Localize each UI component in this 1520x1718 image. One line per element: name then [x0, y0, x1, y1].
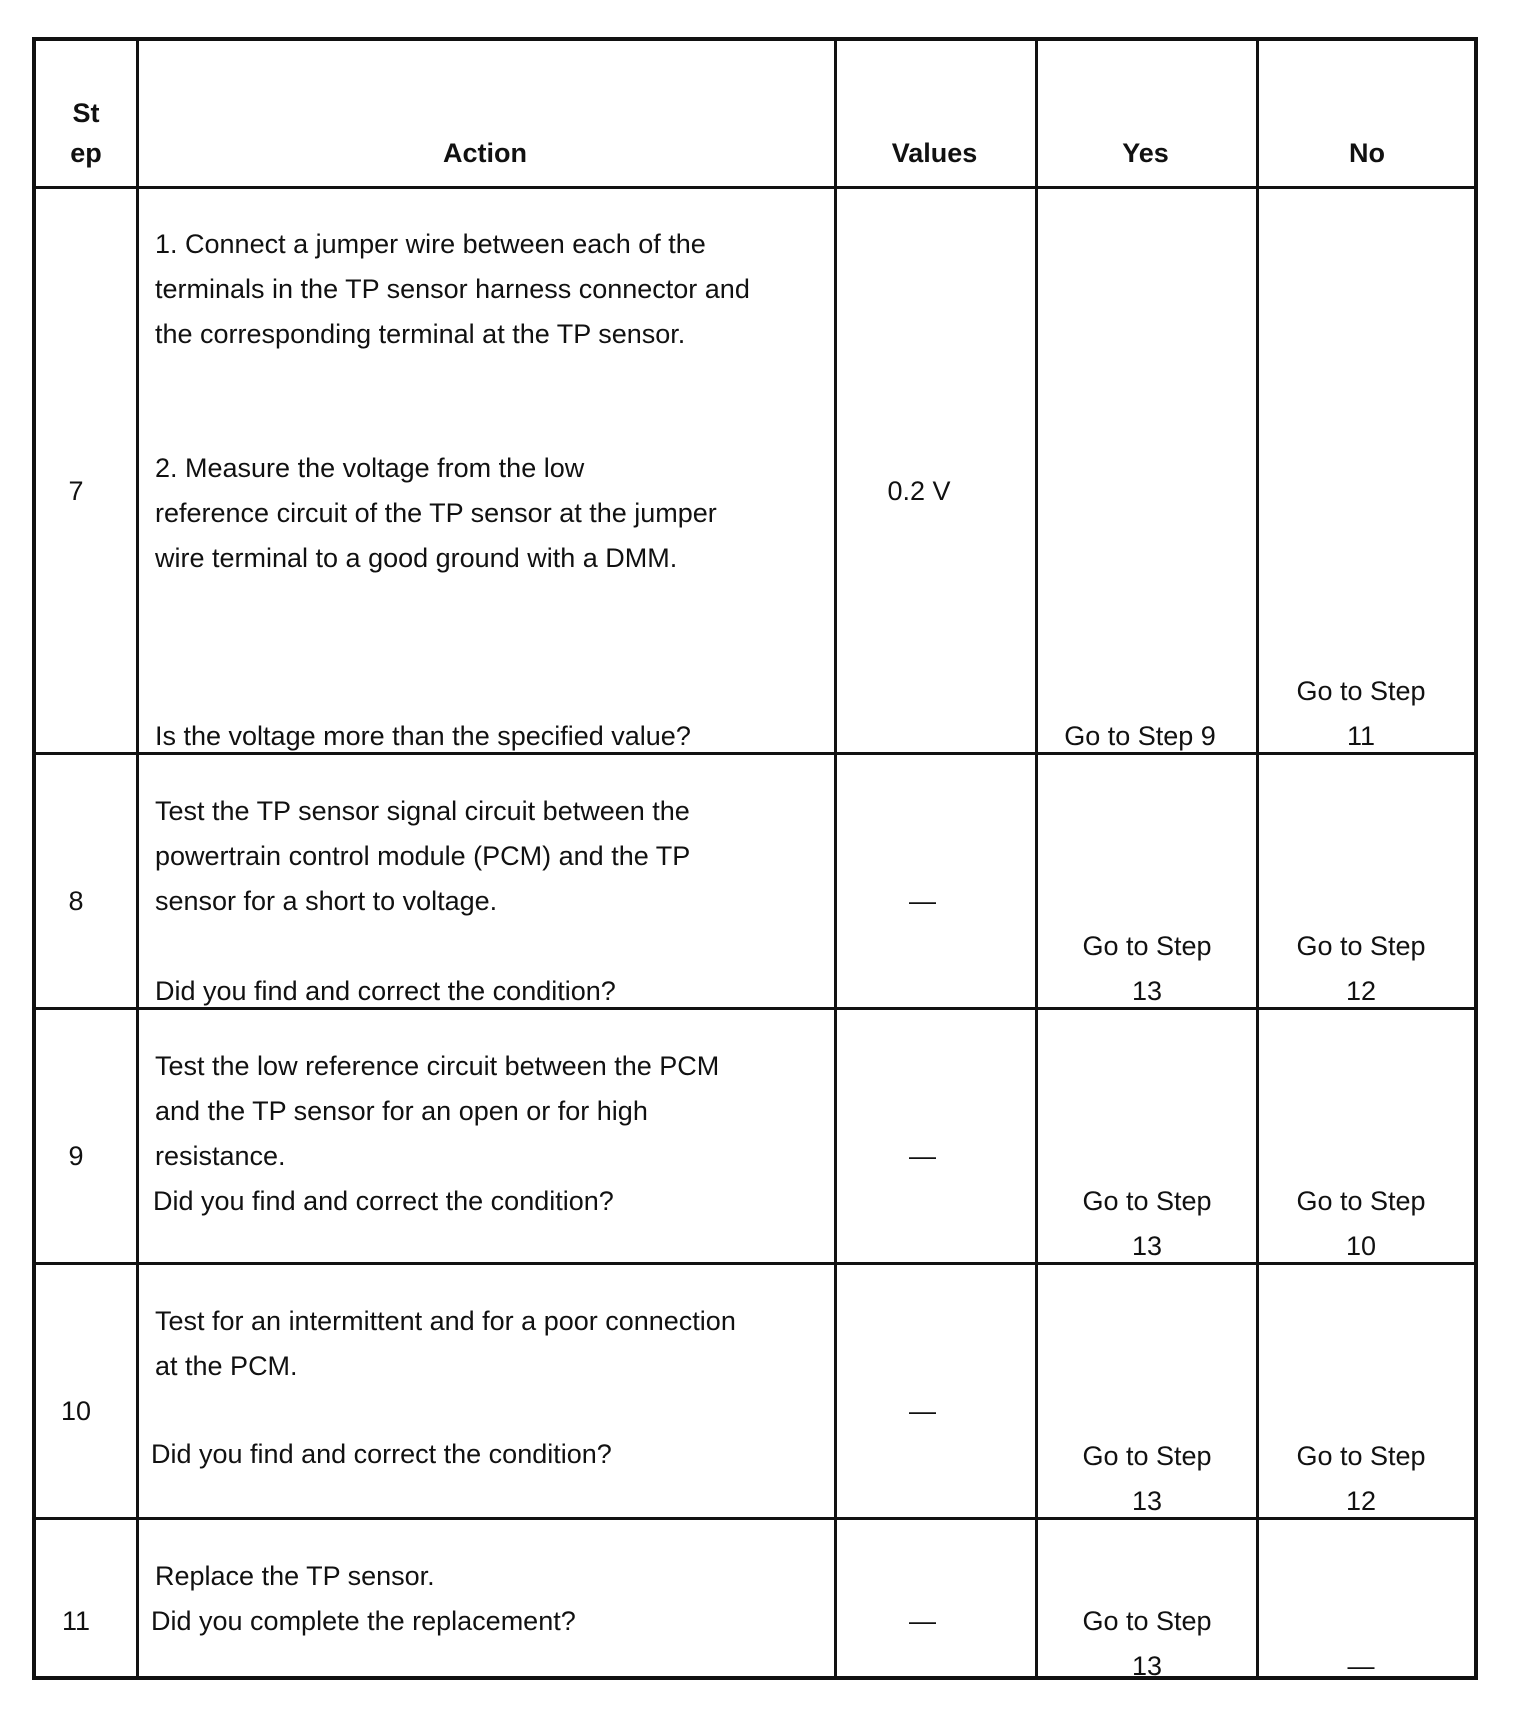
yes-link: Go to Step 9 — [1064, 721, 1216, 751]
no-link-line2: 11 — [1346, 721, 1376, 751]
value-text: 0.2 V — [887, 476, 951, 506]
action-line: Replace the TP sensor. — [155, 1561, 435, 1591]
no-link — [1256, 669, 1466, 759]
value-dash: — — [909, 886, 936, 916]
action-line: 1. Connect a jumper wire between each of the — [155, 229, 706, 259]
action-line: resistance. — [155, 1141, 286, 1171]
yes-link — [1035, 924, 1259, 1014]
step-number: 7 — [68, 476, 84, 506]
step-number: 9 — [68, 1141, 84, 1171]
action-line: sensor for a short to voltage. — [155, 886, 498, 916]
action-line: terminals in the TP sensor harness connector and — [155, 274, 750, 304]
yes-link-line2: 13 — [1131, 1486, 1163, 1516]
no-link-line1: Go to Step — [1296, 676, 1426, 706]
yes-link-line2: 13 — [1131, 976, 1163, 1006]
action-line: Test for an intermittent and for a poor connection — [155, 1306, 736, 1336]
yes-link — [1035, 1434, 1259, 1524]
header-values: Values — [891, 138, 978, 168]
yes-link-line2: 13 — [1131, 1651, 1163, 1681]
step-number: 11 — [61, 1606, 91, 1636]
header-yes: Yes — [1122, 138, 1169, 168]
column-divider — [1035, 41, 1038, 1676]
action-line: and the TP sensor for an open or for high — [155, 1096, 648, 1126]
action-line: Did you complete the replacement? — [151, 1606, 576, 1636]
header-action: Action — [443, 138, 527, 168]
step-number: 10 — [60, 1396, 92, 1426]
yes-link-line1: Go to Step — [1082, 931, 1212, 961]
yes-link-line1: Go to Step — [1082, 1606, 1212, 1636]
no-link-line1: Go to Step — [1296, 931, 1426, 961]
header-step-line1: St — [72, 98, 100, 128]
header-no: No — [1349, 138, 1385, 168]
yes-link-line1: Go to Step — [1082, 1186, 1212, 1216]
column-divider — [136, 41, 139, 1676]
action-line: powertrain control module (PCM) and the TP — [155, 841, 691, 871]
header-step — [36, 93, 136, 173]
action-line: reference circuit of the TP sensor at the jumper — [155, 498, 717, 528]
yes-link-line2: 13 — [1131, 1231, 1163, 1261]
yes-link-line1: Go to Step — [1082, 1441, 1212, 1471]
action-line: at the PCM. — [155, 1351, 298, 1381]
value-dash: — — [909, 1396, 936, 1426]
action-line: Test the low reference circuit between the PCM — [155, 1051, 720, 1081]
row-divider — [36, 186, 1474, 189]
no-link-line2: 10 — [1345, 1231, 1377, 1261]
action-line: Did you find and correct the condition? — [151, 1439, 612, 1469]
yes-link — [1035, 1599, 1259, 1689]
procedure-table — [32, 37, 1478, 1680]
action-line: Did you find and correct the condition? — [155, 976, 616, 1006]
action-line: Did you find and correct the condition? — [153, 1186, 614, 1216]
no-link-line1: Go to Step — [1296, 1186, 1426, 1216]
header-step-line2: ep — [70, 138, 102, 168]
no-dash: — — [1347, 1651, 1375, 1681]
no-link-line1: Go to Step — [1296, 1441, 1426, 1471]
no-link — [1256, 1179, 1466, 1269]
value-dash: — — [909, 1141, 936, 1171]
action-line: Test the TP sensor signal circuit between the — [155, 796, 690, 826]
action-line: wire terminal to a good ground with a DMM. — [155, 543, 678, 573]
no-link-line2: 12 — [1345, 1486, 1377, 1516]
action-line: 2. Measure the voltage from the low — [155, 453, 585, 483]
no-link — [1256, 1434, 1466, 1524]
action-line: the corresponding terminal at the TP sensor. — [155, 319, 686, 349]
step-number: 8 — [68, 886, 84, 916]
column-divider — [1256, 41, 1259, 1676]
no-link — [1256, 924, 1466, 1014]
no-link-line2: 12 — [1345, 976, 1377, 1006]
yes-link — [1035, 1179, 1259, 1269]
value-dash: — — [909, 1606, 936, 1636]
action-line: Is the voltage more than the specified value? — [155, 721, 691, 751]
